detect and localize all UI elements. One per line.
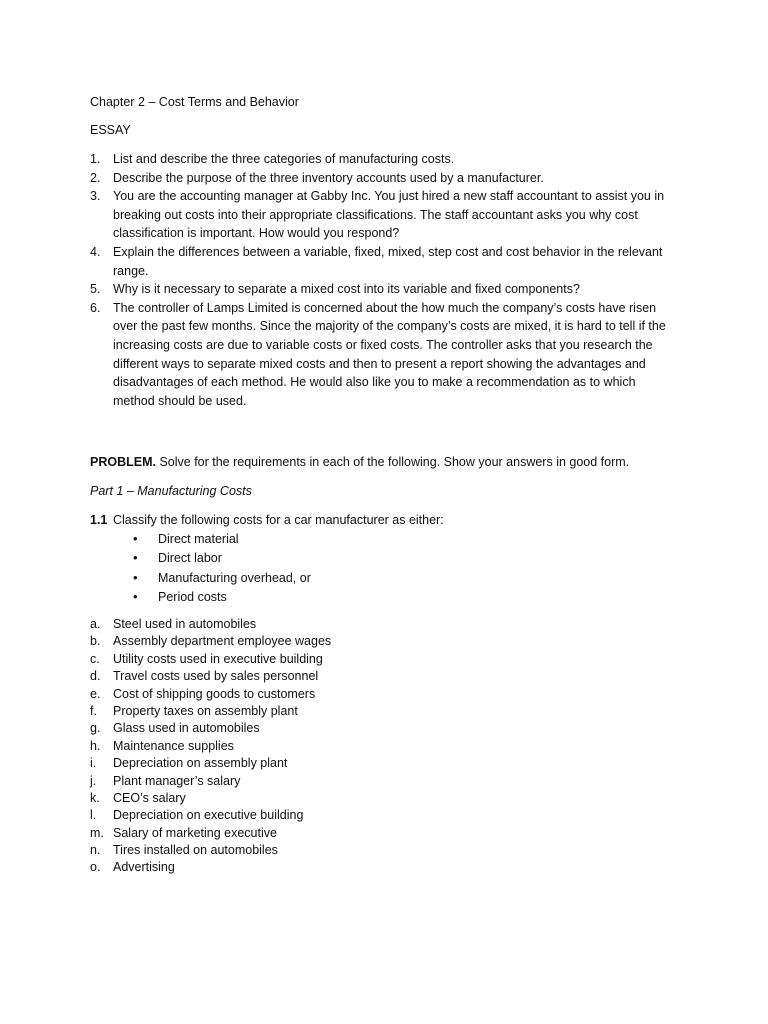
question-number: 5.	[90, 282, 101, 297]
item-letter: k.	[90, 790, 100, 805]
list-item	[90, 755, 331, 772]
essay-question	[90, 299, 680, 411]
item-letter: f.	[90, 703, 97, 718]
item-text: Tires installed on automobiles	[113, 843, 278, 858]
question-number: 6.	[90, 300, 101, 315]
item-text: Cost of shipping goods to customers	[113, 686, 316, 701]
item-letter: o.	[90, 860, 101, 875]
list-item	[90, 686, 331, 703]
cost-item-list	[90, 616, 331, 877]
essay-question-list	[90, 150, 680, 410]
category-label: Direct labor	[158, 551, 222, 566]
item-text: Assembly department employee wages	[113, 634, 332, 649]
category-label: Period costs	[158, 590, 227, 605]
question-number: 1.1	[90, 513, 108, 527]
item-text: Advertising	[113, 860, 175, 875]
list-item	[90, 825, 331, 842]
item-letter: b.	[90, 634, 101, 649]
item-text: CEO’s salary	[113, 790, 186, 805]
question-number: 1.	[90, 152, 101, 166]
essay-heading: ESSAY	[90, 123, 131, 137]
bullet-icon: •	[133, 550, 138, 566]
problem-instructions	[90, 453, 690, 472]
item-letter: c.	[90, 651, 100, 666]
item-text: Property taxes on assembly plant	[113, 703, 298, 718]
item-text: Utility costs used in executive building	[113, 651, 323, 666]
problem-text: Solve for the requirements in each of the following. Show your answers in good form.	[155, 455, 630, 469]
item-letter: h.	[90, 738, 101, 753]
question-text: Classify the following costs for a car manufacturer as either:	[113, 513, 444, 527]
item-text: Depreciation on executive building	[113, 808, 304, 823]
list-item	[90, 790, 331, 807]
question-number: 3.	[90, 189, 101, 204]
question-text: You are the accounting manager at Gabby Inc. You just hired a new staff accountant to assist you in breaking out costs into their appropriate classifications. The staff accountant asks you why cost classification is important. How would you respond?	[113, 189, 665, 241]
item-text: Salary of marketing executive	[113, 825, 277, 840]
item-text: Steel used in automobiles	[113, 617, 257, 631]
item-letter: d.	[90, 669, 101, 684]
essay-question	[90, 243, 680, 280]
essay-question	[90, 187, 680, 243]
list-item	[90, 773, 331, 790]
essay-question	[90, 150, 680, 169]
list-item	[133, 530, 311, 549]
list-item	[90, 807, 331, 824]
part-heading: Part 1 – Manufacturing Costs	[90, 484, 252, 498]
item-letter: n.	[90, 843, 101, 858]
question-number: 4.	[90, 244, 101, 259]
list-item	[90, 859, 331, 876]
question-text: List and describe the three categories of manufacturing costs.	[113, 152, 455, 166]
chapter-title: Chapter 2 – Cost Terms and Behavior	[90, 95, 299, 109]
item-letter: m.	[90, 825, 104, 840]
item-letter: i.	[90, 756, 97, 771]
list-item	[133, 549, 311, 568]
bullet-icon: •	[133, 569, 138, 585]
item-text: Depreciation on assembly plant	[113, 756, 288, 771]
list-item	[90, 703, 331, 720]
item-letter: e.	[90, 686, 101, 701]
list-item	[90, 633, 331, 650]
bullet-icon: •	[133, 531, 138, 546]
list-item	[90, 738, 331, 755]
category-label: Manufacturing overhead, or	[158, 570, 311, 585]
list-item	[133, 588, 311, 607]
item-text: Glass used in automobiles	[113, 721, 260, 736]
bullet-icon: •	[133, 589, 138, 605]
problem-label: PROBLEM.	[90, 455, 156, 469]
item-letter: g.	[90, 721, 101, 736]
item-text: Plant manager’s salary	[113, 773, 241, 788]
question-1-1	[90, 511, 444, 530]
question-text: The controller of Lamps Limited is concerned about the how much the company’s costs have risen over the past few months. Since the majority of the company’s costs are mixed, it is hard to tell if the increasing costs are due to variable costs or fixed costs. The controller asks that you research the different ways to separate mixed costs and then to present a report showing the advantages and disadvantages of each method. He would also like you to make a recommendation as to which method should be used.	[113, 300, 666, 408]
item-text: Maintenance supplies	[113, 738, 234, 753]
question-text: Why is it necessary to separate a mixed cost into its variable and fixed components?	[113, 282, 580, 297]
essay-question	[90, 169, 680, 188]
list-item	[133, 569, 311, 588]
item-letter: j.	[90, 773, 97, 788]
list-item	[90, 651, 331, 668]
cost-category-list	[133, 530, 311, 608]
category-label: Direct material	[158, 532, 239, 546]
item-text: Travel costs used by sales personnel	[113, 669, 319, 684]
essay-question	[90, 280, 680, 299]
item-letter: a.	[90, 617, 101, 631]
list-item	[90, 668, 331, 685]
question-number: 2.	[90, 170, 101, 185]
item-letter: l.	[90, 808, 97, 823]
list-item	[90, 842, 331, 859]
list-item	[90, 720, 331, 737]
list-item	[90, 616, 331, 633]
question-text: Describe the purpose of the three inventory accounts used by a manufacturer.	[113, 170, 544, 185]
question-text: Explain the differences between a variable, fixed, mixed, step cost and cost behavior in the relevant range.	[113, 244, 663, 278]
